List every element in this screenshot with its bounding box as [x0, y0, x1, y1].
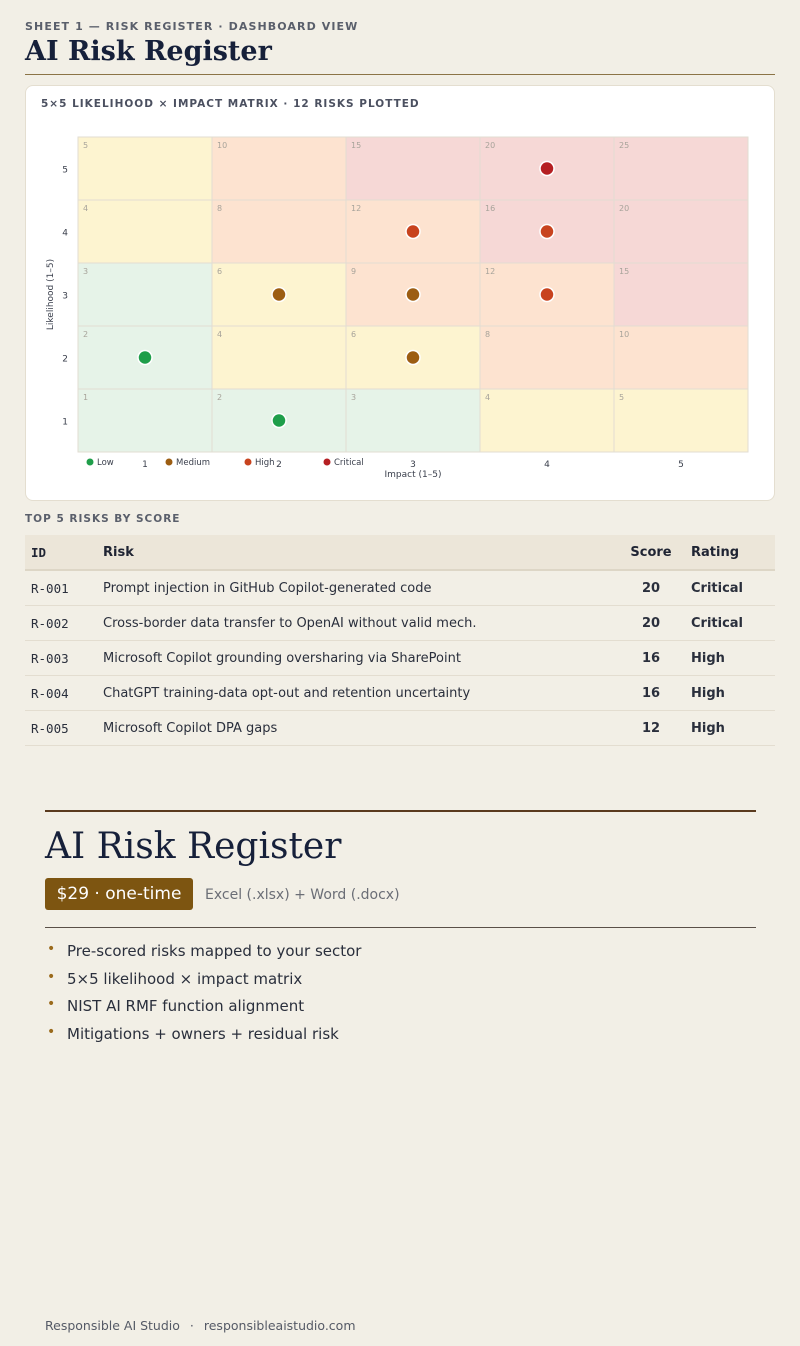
cell-score-label: 3: [83, 267, 89, 276]
risk-id: R-005: [25, 711, 97, 746]
page-title: AI Risk Register: [25, 36, 272, 67]
risk-point: [540, 162, 554, 176]
cell-score-label: 9: [351, 267, 357, 276]
feature-list: [45, 942, 361, 1052]
table-row: [25, 606, 775, 641]
title-divider: [25, 74, 775, 75]
cell-score-label: 4: [217, 330, 223, 339]
cell-score-label: 2: [217, 393, 223, 402]
legend-marker: [87, 459, 94, 466]
risk-rating: Critical: [685, 606, 775, 641]
cell-score-label: 8: [217, 204, 223, 213]
matrix-cell: [480, 326, 614, 389]
y-tick-label: 5: [62, 165, 68, 176]
risk-rating: High: [685, 641, 775, 676]
header-risk: Risk: [97, 535, 617, 570]
risk-score: 20: [617, 606, 685, 641]
risk-rating: High: [685, 711, 775, 746]
risk-point: [406, 351, 420, 365]
bullet-icon: •: [47, 996, 56, 1012]
matrix-cell: [212, 137, 346, 200]
legend-marker: [245, 459, 252, 466]
risk-point: [540, 288, 554, 302]
cell-score-label: 6: [351, 330, 357, 339]
risk-point: [138, 351, 152, 365]
cell-score-label: 1: [83, 393, 89, 402]
legend-marker: [324, 459, 331, 466]
risk-point: [272, 288, 286, 302]
footer-brand: Responsible AI Studio: [45, 1318, 180, 1333]
risk-score: 16: [617, 641, 685, 676]
y-axis-label: Likelihood (1–5): [46, 258, 56, 331]
feature-label: Mitigations + owners + residual risk: [67, 1024, 339, 1043]
risk-matrix-chart: [26, 86, 774, 500]
cell-score-label: 16: [485, 204, 496, 213]
matrix-cell: [78, 263, 212, 326]
risk-id: R-003: [25, 641, 97, 676]
product-divider: [45, 927, 756, 928]
matrix-cell: [614, 137, 748, 200]
risk-id: R-001: [25, 570, 97, 606]
matrix-cell: [480, 389, 614, 452]
cell-score-label: 4: [485, 393, 491, 402]
risk-point: [406, 288, 420, 302]
x-tick-label: 3: [410, 460, 416, 470]
y-tick-label: 4: [62, 228, 68, 239]
x-tick-label: 1: [142, 460, 148, 470]
risk-rating: High: [685, 676, 775, 711]
y-tick-label: 2: [62, 354, 68, 365]
table-row: [25, 711, 775, 746]
x-tick-label: 5: [678, 460, 684, 470]
matrix-cell: [78, 389, 212, 452]
risk-point: [406, 225, 420, 239]
cell-score-label: 12: [485, 267, 496, 276]
risk-id: R-004: [25, 676, 97, 711]
legend-label: High: [255, 458, 275, 468]
risk-score: 16: [617, 676, 685, 711]
legend-label: Low: [97, 458, 114, 468]
cell-score-label: 20: [485, 141, 496, 150]
y-tick-label: 3: [62, 291, 68, 302]
cell-score-label: 12: [351, 204, 362, 213]
bullet-icon: •: [47, 1023, 56, 1040]
cell-score-label: 8: [485, 330, 491, 339]
table-row: [25, 570, 775, 606]
legend-label: Medium: [176, 458, 210, 468]
table-row: [25, 676, 775, 711]
legend-label: Critical: [334, 458, 364, 468]
bullet-icon: •: [47, 968, 56, 985]
matrix-cell: [78, 200, 212, 263]
header-id: ID: [25, 535, 97, 570]
header-score: Score: [617, 535, 685, 570]
table-header-row: [25, 535, 775, 570]
cell-score-label: 2: [83, 330, 89, 339]
x-axis-label: Impact (1–5): [384, 470, 442, 480]
header-rating: Rating: [685, 535, 775, 570]
risk-name: Microsoft Copilot grounding oversharing via SharePoint: [97, 641, 617, 676]
cell-score-label: 15: [619, 267, 630, 276]
matrix-cell: [614, 263, 748, 326]
cell-score-label: 3: [351, 393, 357, 402]
feature-item: [45, 997, 361, 1025]
matrix-cell: [346, 389, 480, 452]
matrix-cell: [78, 137, 212, 200]
cell-score-label: 5: [83, 141, 89, 150]
product-top-divider: [45, 810, 756, 812]
feature-label: NIST AI RMF function alignment: [67, 997, 305, 1015]
matrix-cell: [614, 389, 748, 452]
cell-score-label: 4: [83, 204, 89, 213]
feature-label: Pre-scored risks mapped to your sector: [67, 942, 362, 960]
bullet-icon: •: [47, 941, 56, 957]
y-tick-label: 1: [62, 417, 68, 428]
cell-score-label: 25: [619, 141, 630, 150]
footer-separator: ·: [189, 1318, 194, 1333]
table-row: [25, 641, 775, 676]
cell-score-label: 20: [619, 204, 630, 213]
x-tick-label: 2: [276, 460, 282, 470]
risk-score: 12: [617, 711, 685, 746]
cell-score-label: 15: [351, 141, 362, 150]
matrix-cell: [212, 200, 346, 263]
risk-name: Microsoft Copilot DPA gaps: [97, 711, 617, 746]
matrix-caption: 5×5 LIKELIHOOD × IMPACT MATRIX · 12 RISKS PLOTTED: [41, 98, 420, 110]
risk-point: [540, 225, 554, 239]
file-formats: Excel (.xlsx) + Word (.docx): [205, 887, 400, 903]
legend-marker: [166, 459, 173, 466]
product-title: AI Risk Register: [45, 826, 342, 867]
feature-item: [45, 1025, 361, 1053]
top-risks-table: [25, 535, 775, 746]
price-badge[interactable]: $29 · one-time: [45, 878, 193, 910]
cell-score-label: 10: [619, 330, 630, 339]
cell-score-label: 10: [217, 141, 228, 150]
matrix-cell: [614, 200, 748, 263]
risk-id: R-002: [25, 606, 97, 641]
risk-name: Prompt injection in GitHub Copilot-generated code: [97, 570, 617, 606]
risk-name: ChatGPT training-data opt-out and retention uncertainty: [97, 676, 617, 711]
risk-score: 20: [617, 570, 685, 606]
cell-score-label: 6: [217, 267, 223, 276]
feature-label: 5×5 likelihood × impact matrix: [67, 969, 303, 988]
footer: [45, 1318, 356, 1333]
footer-url[interactable]: responsibleaistudio.com: [203, 1318, 356, 1333]
feature-item: [45, 970, 361, 998]
cell-score-label: 5: [619, 393, 625, 402]
matrix-cell: [346, 137, 480, 200]
top-risks-caption: TOP 5 RISKS BY SCORE: [25, 513, 181, 525]
matrix-cell: [614, 326, 748, 389]
risk-point: [272, 414, 286, 428]
risk-name: Cross-border data transfer to OpenAI without valid mech.: [97, 606, 617, 641]
feature-item: [45, 942, 361, 970]
risk-rating: Critical: [685, 570, 775, 606]
risk-matrix-card: [25, 85, 775, 501]
matrix-cell: [212, 326, 346, 389]
sheet-kicker: SHEET 1 — RISK REGISTER · DASHBOARD VIEW: [25, 20, 359, 33]
x-tick-label: 4: [544, 460, 550, 470]
